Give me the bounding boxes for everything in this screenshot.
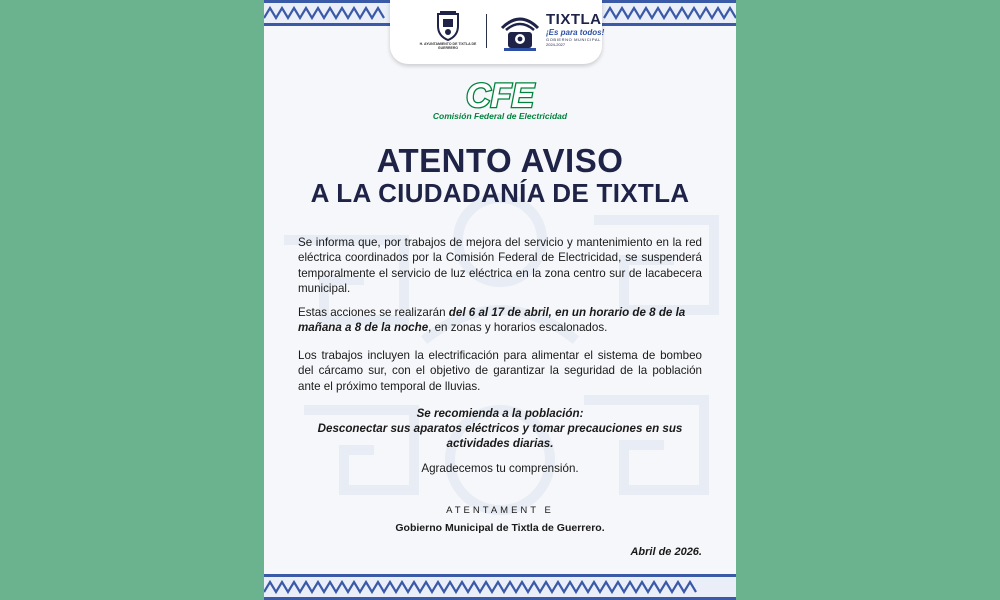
coat-of-arms-icon — [435, 10, 461, 42]
municipal-logo-slogan: ¡Es para todos! — [546, 28, 605, 37]
municipal-logo-government: GOBIERNO MUNICIPAL — [546, 37, 601, 42]
paragraph-schedule — [298, 305, 702, 336]
thanks-text: Agradecemos tu comprensión. — [421, 462, 579, 475]
paragraph-works-purpose: Los trabajos incluyen la electrificación para alimentar el sistema de bombeo del cárcamo sur, con el objetivo de garantizar la seguridad de la población ante el próximo temporal de lluvias. — [298, 349, 702, 393]
tixtla-emblem-icon — [498, 12, 542, 52]
municipal-logo-name: TIXTLA — [546, 11, 602, 28]
municipal-logo-years: 2024-2027 — [546, 42, 566, 47]
ayuntamiento-logo — [418, 10, 478, 50]
paragraph-notice: Se informa que, por trabajos de mejora del servicio y mantenimiento en la red eléctrica coordinados por la Comisión Federal de Electricidad, se suspenderá temporalmente el servicio de luz eléctrica en la zona centro sur de lacabecera municipal. — [298, 236, 702, 295]
notice-poster — [264, 0, 736, 600]
cfe-full-name: Comisión Federal de Electricidad — [432, 111, 568, 121]
schedule-dates-highlight: del 6 al 17 de abril, en un horario de 8 de la mañana a 8 de la noche — [298, 306, 686, 335]
cfe-logo-block — [414, 76, 586, 121]
headline-atento-aviso: ATENTO AVISO — [376, 142, 624, 179]
recommendation — [298, 406, 702, 451]
logo-divider — [486, 14, 487, 48]
recommendation-text: Desconectar sus aparatos eléctricos y tomar precauciones en sus actividades diarias. — [317, 422, 683, 450]
schedule-text-pre: Estas acciones se realizarán — [298, 306, 449, 319]
cfe-logo — [460, 76, 540, 114]
notice-date: Abril de 2026. — [630, 546, 702, 558]
recommendation-title: Se recomienda a la población: — [416, 407, 584, 420]
schedule-text-post: , en zonas y horarios escalonados. — [428, 321, 608, 335]
header-logo-tab — [390, 0, 605, 64]
cfe-logo-abbr: CFE — [466, 77, 534, 114]
signature-label: ATENTAMENT E — [446, 505, 554, 516]
ayuntamiento-logo-text: H. AYUNTAMIENTO DE TIXTLA DE GUERRERO — [419, 42, 477, 50]
bottom-decorative-border — [264, 574, 736, 600]
headline-ciudadania: A LA CIUDADANÍA DE TIXTLA — [310, 178, 690, 208]
signature-name: Gobierno Municipal de Tixtla de Guerrero. — [395, 522, 605, 534]
